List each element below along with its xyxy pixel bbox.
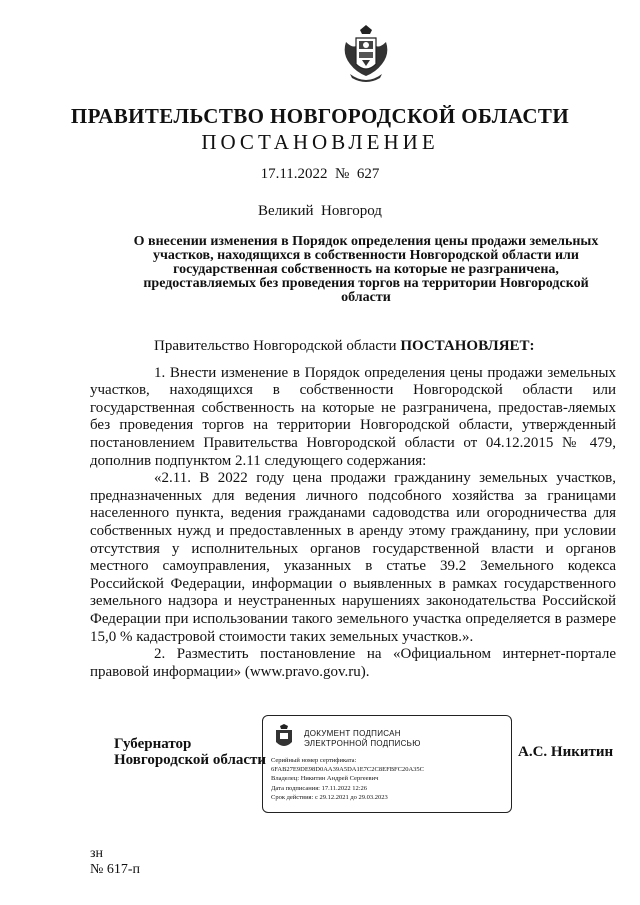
- stamp-validity: Срок действия: с 29.12.2021 до 29.03.2023: [271, 793, 388, 801]
- stamp-owner: Владелец: Никитин Андрей Сергеевич: [271, 775, 379, 783]
- resolve-line: [90, 338, 616, 356]
- registry-note: [90, 846, 140, 878]
- stamp-details: [271, 756, 424, 802]
- signatory-name: А.С. Никитин: [518, 744, 614, 760]
- document-type: ПОСТАНОВЛЕНИЕ: [201, 130, 439, 154]
- stamp-title-line2: ЭЛЕКТРОННОЙ ПОДПИСЬЮ: [304, 739, 421, 748]
- coat-of-arms-icon: [340, 24, 392, 86]
- date-number: 17.11.2022 № 627: [260, 166, 380, 182]
- document-body: [90, 338, 616, 681]
- stamp-serial-label: Серийный номер сертификата:: [271, 757, 357, 764]
- signatory-title: [114, 736, 266, 768]
- stamp-signed-date: Дата подписания: 17.11.2022 12:26: [271, 784, 368, 792]
- document-subject: О внесении изменения в Порядок определения цены продажи земельных участков, находящихся в собственности Новгородской области или государственная собственность на которые не разграничена, предоставляемых без проведения торгов на территории Новгородской области: [133, 234, 599, 305]
- registry-number: № 617-п: [90, 862, 141, 877]
- electronic-signature-stamp: [262, 715, 512, 813]
- signatory-title-line1: Губернатор: [114, 736, 192, 752]
- resolve-word: ПОСТАНОВЛЯЕТ:: [400, 338, 535, 354]
- stamp-emblem-icon: [272, 724, 296, 752]
- registry-initials: зн: [90, 846, 104, 861]
- stamp-title: [304, 729, 421, 749]
- paragraph-1: 1. Внести изменение в Порядок определения цены продажи земельных участков, находящихся в собственности Новгородской области или государственная собственность на которые не разграничена, предостав-ляемых без проведения торгов на территории Новгородской области, утвержденный постановлением Правительства Новгородской области от 04.12.2015 № 479, дополнив подпунктом 2.11 следующего содержания:: [90, 364, 616, 469]
- stamp-title-line1: ДОКУМЕНТ ПОДПИСАН: [304, 729, 401, 738]
- stamp-serial: 6FAB27E9DE98D0AA39A5DA1E7C2C8EFBFC20A35C: [271, 766, 425, 774]
- paragraph-2: «2.11. В 2022 году цена продажи гражданину земельных участков, предназначенных для ведения личного подсобного хозяйства за границами населенного пункта, ведения гражданами садоводства или огородничества для собственных нужд и предоставленных в аренду этому гражданину, при условии отсутствия у исполнительных органов государственной власти и органов местного самоуправления, указанных в статье 39.2 Земельного кодекса Российской Федерации, информации о выявленных в рамках государственного земельного надзора и неустраненных нарушениях законодательства Российской Федерации при использовании такого земельного участка определяется в размере 15,0 % кадастровой стоимости таких земельных участков.».: [90, 470, 616, 645]
- signatory-title-line2: Новгородской области: [114, 752, 267, 768]
- city: Великий Новгород: [258, 203, 382, 219]
- paragraph-3: 2. Разместить постановление на «Официальном интернет-портале правовой информации» (www.pravo.gov.ru).: [90, 646, 616, 680]
- government-title: ПРАВИТЕЛЬСТВО НОВГОРОДСКОЙ ОБЛАСТИ: [70, 104, 570, 128]
- resolve-intro: Правительство Новгородской области: [154, 338, 397, 354]
